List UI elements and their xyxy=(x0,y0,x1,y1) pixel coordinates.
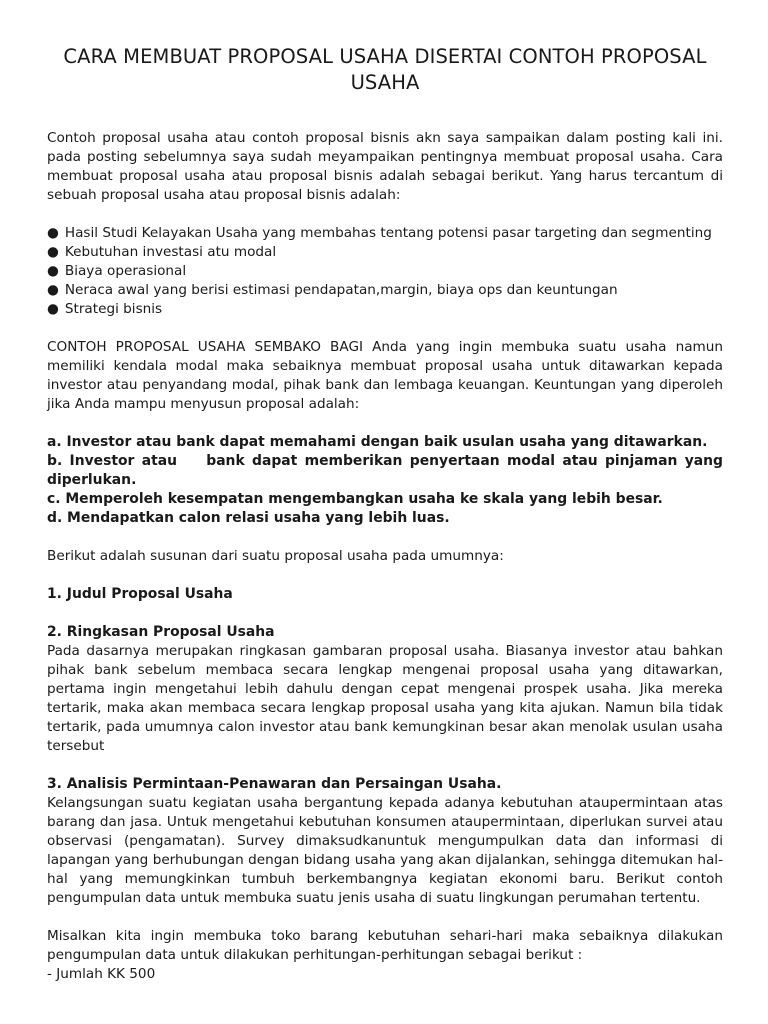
spacer xyxy=(47,566,723,585)
section-3-heading: 3. Analisis Permintaan-Penawaran dan Persaingan Usaha. xyxy=(47,776,502,792)
section-2-body: Pada dasarnya merupakan ringkasan gambaran proposal usaha. Biasanya investor atau bahkan pihak bank sebelum membaca secara lengkap mengenai proposal usaha yang ditawarkan, pertama ingin mengetahui lebih dahulu dengan cepat mengenai prospek usaha. Jika mereka tertarik, maka akan membaca secara lengkap proposal usaha yang kita ajukan. Namun bila tidak tertarik, pada umumnya calon investor atau bank kemungkinan besar akan menolak usulan usaha tersebut xyxy=(47,643,723,754)
spacer xyxy=(47,205,723,224)
bullet-icon: ● xyxy=(47,282,59,298)
spacer xyxy=(47,908,723,927)
bullet-icon: ● xyxy=(47,301,59,317)
sembako-paragraph: CONTOH PROPOSAL USAHA SEMBAKO BAGI Anda yang ingin membuka suatu usaha namun memiliki kendala modal maka sebaiknya membuat proposal usaha untuk ditawarkan kepada investor atau penyandang modal, pihak bank dan lembaga keuangan. Keuntungan yang diperoleh jika Anda mampu menyusun proposal adalah: xyxy=(47,339,723,412)
spacer xyxy=(47,414,723,433)
intro-paragraph: Contoh proposal usaha atau contoh proposal bisnis akn saya sampaikan dalam posting kali ini. pada posting sebelumnya saya sudah meyampaikan pentingnya membuat proposal usaha. Cara membuat proposal usaha atau proposal bisnis adalah sebagai berikut. Yang harus tercantum di sebuah proposal usaha atau proposal bisnis adalah: xyxy=(47,130,723,203)
bullet-icon: ● xyxy=(47,225,59,241)
list-item-text: Strategi bisnis xyxy=(64,301,163,317)
benefits-list xyxy=(47,433,728,528)
list-item: - Jumlah KK 500 xyxy=(47,966,156,982)
benefit-item: d. Mendapatkan calon relasi usaha yang lebih luas. xyxy=(47,510,450,526)
benefit-item: b. Investor atau bank dapat memberikan penyertaan modal atau pinjaman yang diperlukan. xyxy=(47,453,728,488)
spacer xyxy=(47,528,723,547)
spacer xyxy=(47,756,723,775)
document-page xyxy=(47,44,728,984)
list-item-text: Kebutuhan investasi atu modal xyxy=(64,244,277,260)
list-item xyxy=(47,262,723,281)
list-item xyxy=(47,300,723,319)
benefit-item: a. Investor atau bank dapat memahami dengan baik usulan usaha yang ditawarkan. xyxy=(47,434,708,450)
structure-intro: Berikut adalah susunan dari suatu proposal usaha pada umumnya: xyxy=(47,548,504,564)
list-item xyxy=(47,281,723,300)
spacer xyxy=(47,319,723,338)
requirements-list xyxy=(47,224,723,319)
list-item-text: Hasil Studi Kelayakan Usaha yang membahas tentang potensi pasar targeting dan segmenting xyxy=(64,225,712,241)
bullet-icon: ● xyxy=(47,244,59,260)
list-item-text: Biaya operasional xyxy=(64,263,187,279)
section-3-body: Kelangsungan suatu kegiatan usaha bergantung kepada adanya kebutuhan ataupermintaan atas barang dan jasa. Untuk mengetahui kebutuhan konsumen ataupermintaan, diperlukan survei atau observasi (pengamatan). Survey dimaksudkanuntuk mengumpulkan data dan informasi di lapangan yang berhubungan dengan bidang usaha yang akan dijalankan, sehingga ditemukan hal-hal yang memungkinkan tumbuh berkembangnya kegiatan ekonomi baru. Berikut contoh pengumpulan data untuk membuka suatu jenis usaha di suatu lingkungan perumahan tertentu. xyxy=(47,795,723,906)
list-item xyxy=(47,224,723,243)
example-paragraph: Misalkan kita ingin membuka toko barang kebutuhan sehari-hari maka sebaiknya dilakukan pengumpulan data untuk dilakukan perhitungan-perhitungan sebagai berikut : xyxy=(47,928,723,963)
document-title: CARA MEMBUAT PROPOSAL USAHA DISERTAI CONTOH PROPOSAL USAHA xyxy=(63,45,707,94)
section-1-heading: 1. Judul Proposal Usaha xyxy=(47,586,233,602)
bullet-icon: ● xyxy=(47,263,59,279)
list-item-text: Neraca awal yang berisi estimasi pendapatan,margin, biaya ops dan keuntungan xyxy=(64,282,618,298)
list-item xyxy=(47,243,723,262)
data-list xyxy=(47,965,723,984)
spacer xyxy=(47,604,723,623)
section-2-heading: 2. Ringkasan Proposal Usaha xyxy=(47,624,275,640)
benefit-item: c. Memperoleh kesempatan mengembangkan usaha ke skala yang lebih besar. xyxy=(47,491,663,507)
